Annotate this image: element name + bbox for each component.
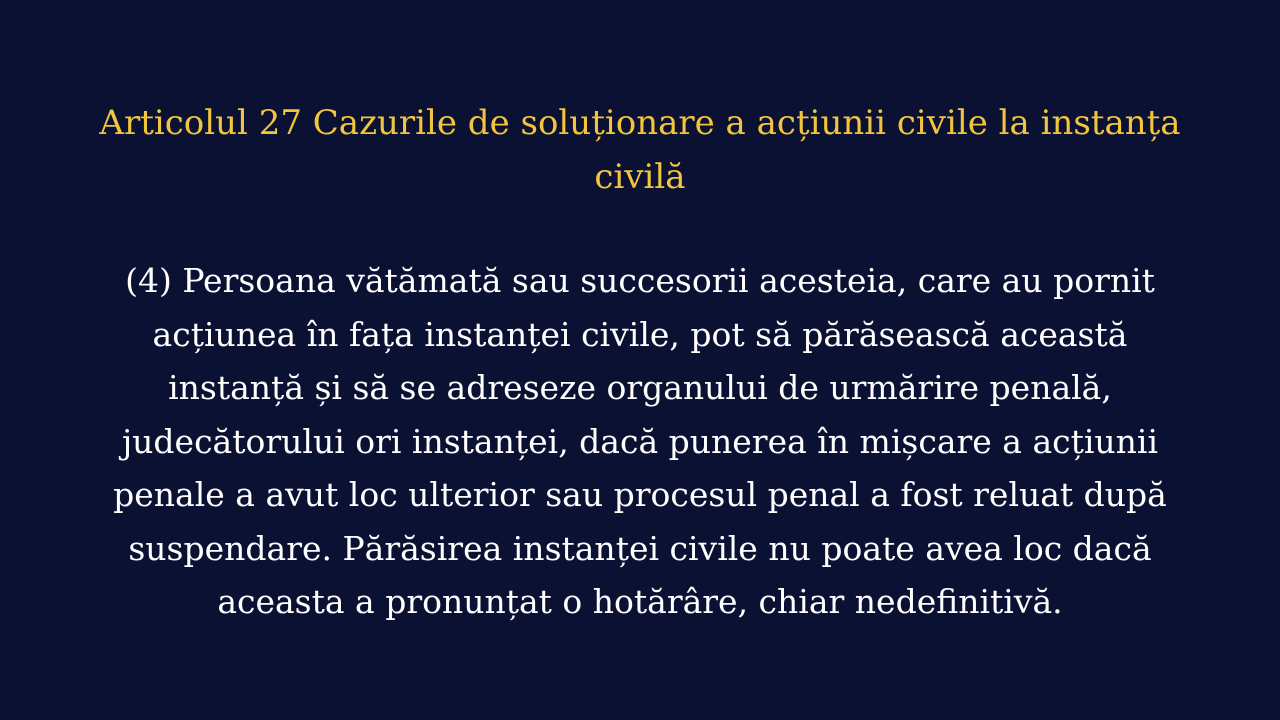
paragraph-line: aceasta a pronunțat o hotărâre, chiar nedefinitivă. [217,582,1063,621]
paragraph-line: penale a avut loc ulterior sau procesul penal a fost reluat după [113,475,1167,514]
article-title [80,96,1200,204]
article-paragraph [80,254,1200,629]
paragraph-line: instanță și să se adreseze organului de urmărire penală, [168,368,1112,407]
article-title-line: Articolul 27 Cazurile de soluționare a acțiunii civile la instanța [99,103,1181,143]
paragraph-line: (4) Persoana vătămată sau succesorii acesteia, care au pornit [125,261,1155,300]
paragraph-line: suspendare. Părăsirea instanței civile nu poate avea loc dacă [128,528,1152,568]
paragraph-line: judecătorului ori instanței, dacă punerea în mișcare a acțiunii [121,421,1159,461]
article-title-line: civilă [594,157,686,197]
paragraph-line: acțiunea în fața instanței civile, pot să părăsească această [152,314,1128,354]
